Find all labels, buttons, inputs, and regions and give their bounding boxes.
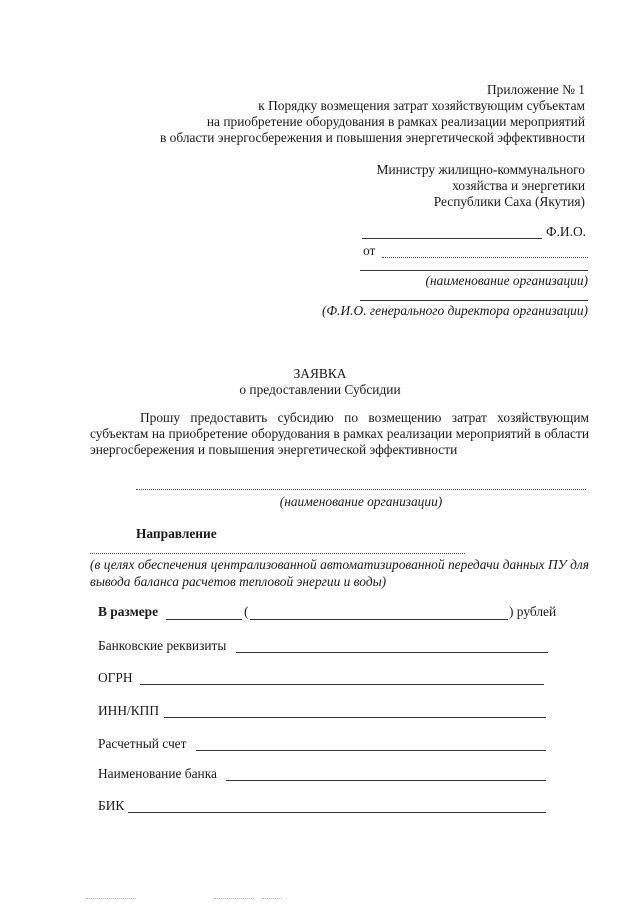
- scan-artifact-2: [214, 898, 252, 899]
- amount-label: В размере: [98, 604, 159, 619]
- body-org-caption: (наименование организации): [279, 494, 443, 509]
- ogrn-label: ОГРН: [98, 670, 133, 685]
- fio-blank[interactable]: [362, 238, 542, 239]
- addressee-line-1: Министру жилищно-коммунального: [376, 162, 585, 177]
- amount-open-paren: (: [244, 604, 249, 619]
- document-title: ЗАЯВКА: [293, 366, 347, 381]
- amount-words-blank[interactable]: [250, 619, 508, 620]
- header-line-3: в области энергосбережения и повышения энергетической эффективности: [159, 130, 585, 145]
- org-name-blank[interactable]: [360, 270, 588, 271]
- from-label: от: [363, 243, 376, 258]
- fio-label: Ф.И.О.: [546, 224, 586, 239]
- request-paragraph: Прошу предоставить субсидию по возмещению затрат хозяйствующим субъектам на приобретение оборудования в рамках реализации мероприятий в области энергосбережения и повышения энергетической эффективности: [90, 410, 589, 457]
- bank-name-label: Наименование банка: [98, 766, 217, 781]
- bik-label: БИК: [98, 798, 125, 813]
- bank-details-label: Банковские реквизиты: [98, 638, 227, 653]
- direction-label: Направление: [136, 526, 217, 541]
- amount-number-blank[interactable]: [166, 619, 242, 620]
- org-name-caption: (наименование организации): [425, 273, 588, 288]
- account-blank[interactable]: [196, 750, 546, 751]
- bik-blank[interactable]: [128, 812, 546, 813]
- director-blank[interactable]: [360, 300, 588, 301]
- header-line-2: на приобретение оборудования в рамках реализации мероприятий: [206, 114, 585, 129]
- document-subtitle: о предоставлении Субсидии: [239, 382, 401, 397]
- body-org-blank[interactable]: [136, 489, 586, 490]
- from-blank[interactable]: [382, 257, 588, 258]
- amount-close-label: ) рублей: [509, 604, 557, 619]
- header-line-1: к Порядку возмещения затрат хозяйствующим субъектам: [258, 98, 585, 113]
- bank-name-blank[interactable]: [226, 780, 546, 781]
- scan-artifact-1: [86, 898, 136, 899]
- director-caption: (Ф.И.О. генерального директора организации): [321, 303, 588, 318]
- direction-caption: (в целях обеспечения централизованной автоматизированной передачи данных ПУ для вывода баланса расчетов тепловой энергии и воды): [90, 557, 589, 589]
- bank-details-blank[interactable]: [236, 652, 548, 653]
- account-label: Расчетный счет: [98, 736, 187, 751]
- appendix-number: Приложение № 1: [486, 82, 585, 97]
- addressee-line-3: Республики Саха (Якутия): [433, 194, 585, 209]
- ogrn-blank[interactable]: [140, 684, 544, 685]
- addressee-line-2: хозяйства и энергетики: [452, 178, 585, 193]
- inn-kpp-label: ИНН/КПП: [98, 703, 160, 718]
- inn-kpp-blank[interactable]: [164, 717, 546, 718]
- direction-blank[interactable]: [90, 553, 465, 554]
- scan-artifact-3: [262, 898, 282, 899]
